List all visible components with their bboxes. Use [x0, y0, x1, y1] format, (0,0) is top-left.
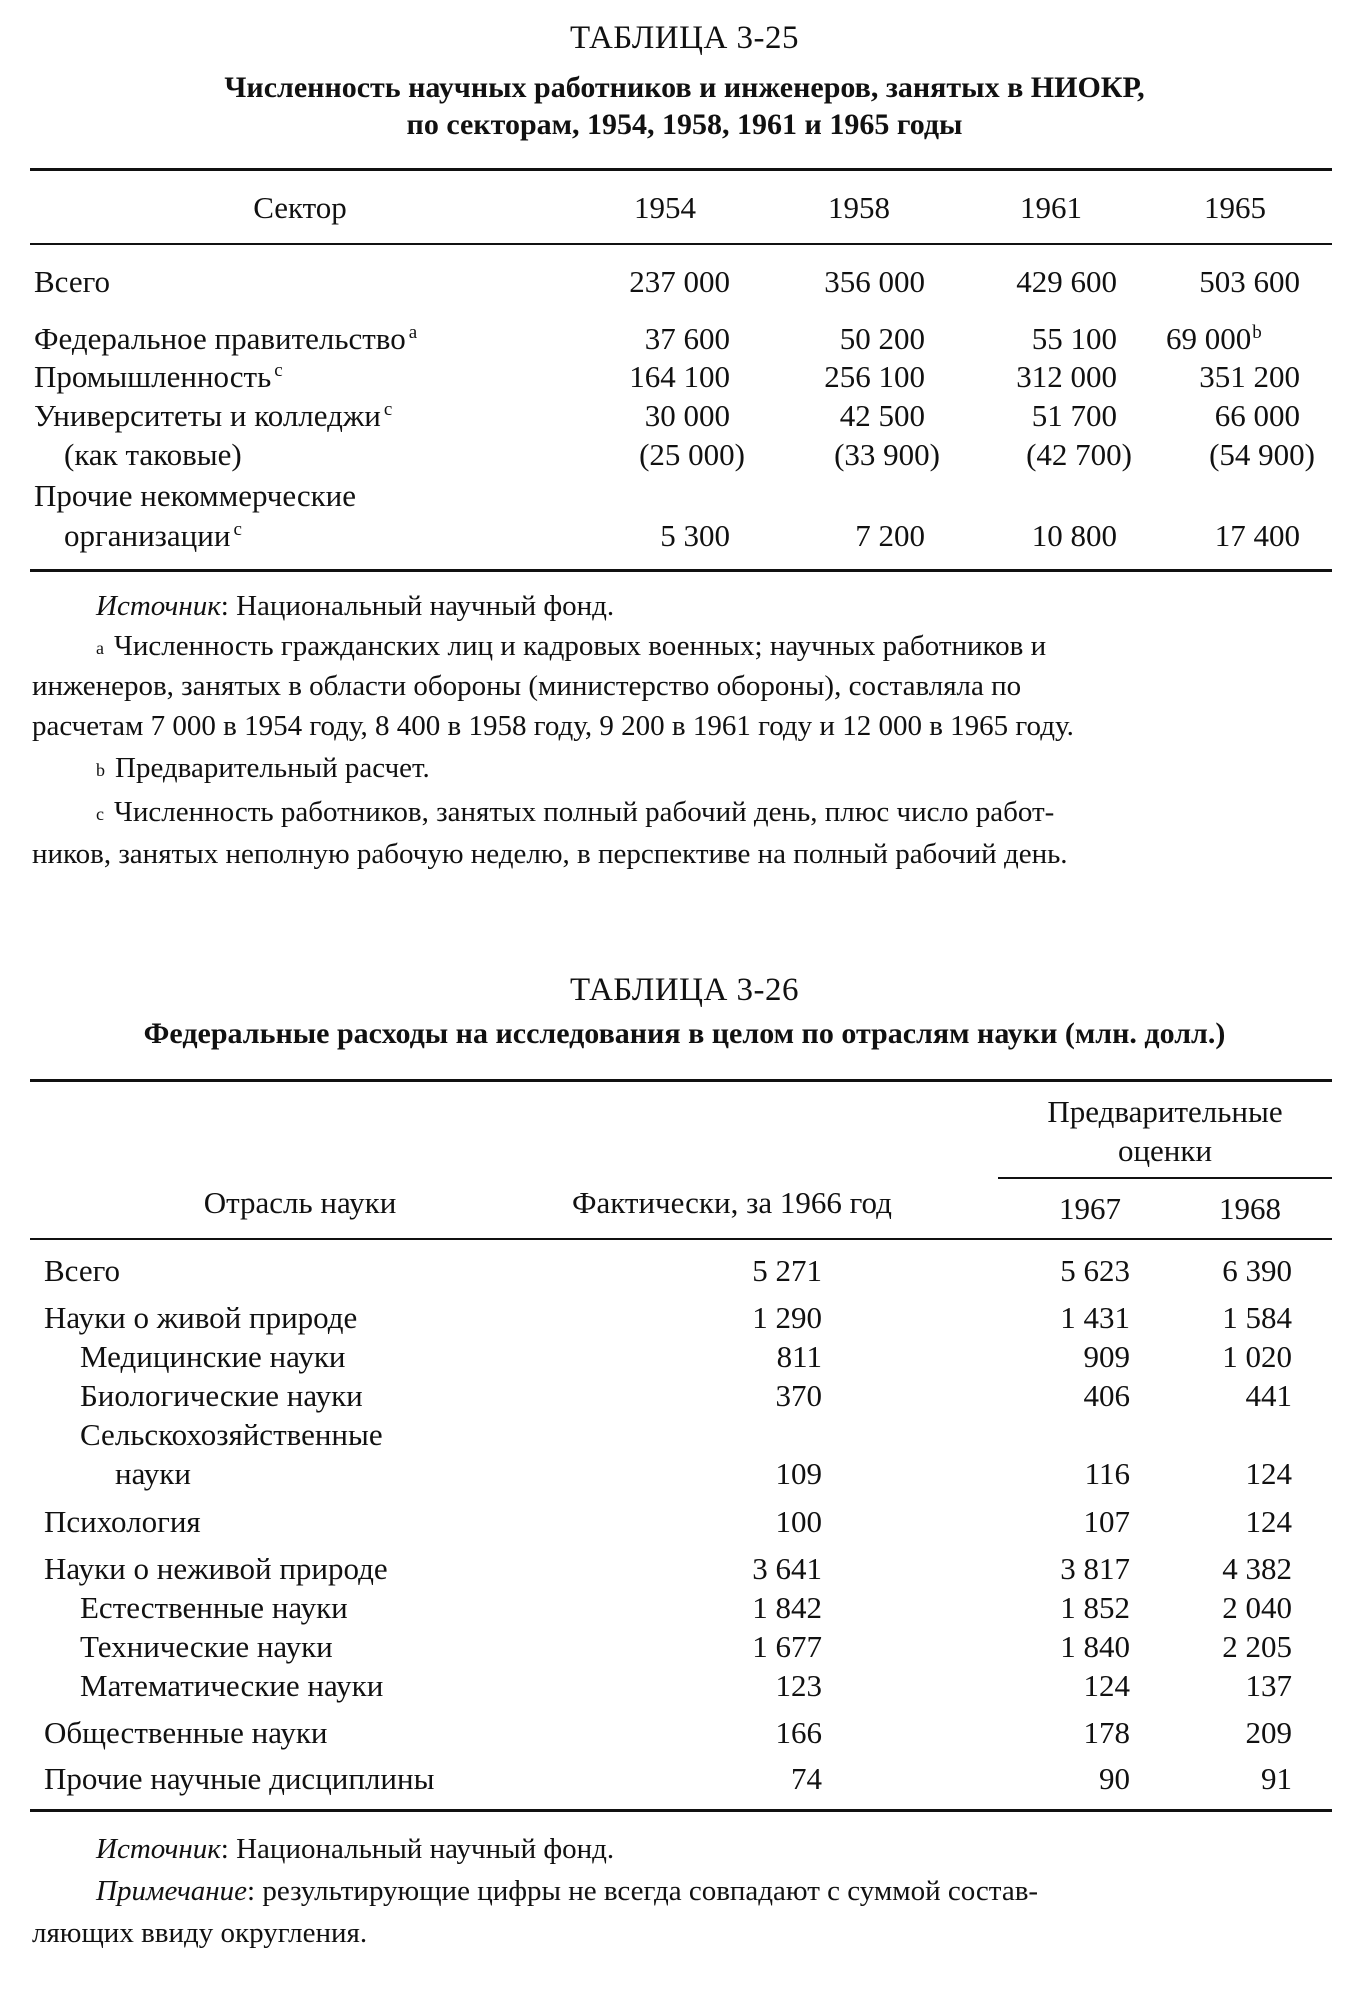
table2-cell: 1 584 — [1222, 1300, 1292, 1335]
table2-cell: 123 — [775, 1668, 822, 1703]
table2-note-line1 — [96, 1872, 1038, 1911]
footnote-marker: b — [1252, 322, 1262, 343]
table2-header-1967: 1967 — [1059, 1191, 1121, 1226]
table1-top-rule — [30, 168, 1332, 171]
footnote-marker: c — [96, 804, 104, 824]
table2-note-line2: ляющих ввиду округления. — [32, 1917, 368, 1949]
table1-cell: 237 000 — [629, 264, 730, 299]
table2-row-label: Прочие научные дисциплины — [44, 1761, 435, 1796]
table2-cell: 1 677 — [752, 1629, 822, 1664]
table2-bottom-rule — [30, 1809, 1332, 1812]
table2-cell: 100 — [775, 1504, 822, 1539]
table1-row-label-text: Университеты и колледжи — [34, 398, 381, 433]
table2-header-actual: Фактически, за 1966 год — [572, 1185, 892, 1220]
table2-cell: 6 390 — [1222, 1253, 1292, 1288]
table2-cell: 124 — [1245, 1456, 1292, 1491]
table2-cell: 137 — [1245, 1668, 1292, 1703]
table2-row-label: Естественные науки — [80, 1590, 348, 1625]
table1-cell: 164 100 — [629, 359, 730, 394]
table1-cell: 17 400 — [1214, 518, 1300, 553]
table1-cell: 503 600 — [1199, 264, 1300, 299]
table1-row-label: Прочие некоммерческие — [34, 478, 357, 513]
table2-cell: 406 — [1083, 1378, 1130, 1413]
table2-prelim-rule — [998, 1177, 1332, 1179]
table1-cell: 42 500 — [839, 398, 925, 433]
note-text: : результирующие цифры не всегда совпадают с суммой состав- — [247, 1875, 1039, 1907]
table2-row-label: Математические науки — [80, 1668, 384, 1703]
table2-cell: 1 842 — [752, 1590, 822, 1625]
table1-row-label-text: организации — [64, 518, 231, 553]
table1-cell: 37 600 — [644, 321, 730, 356]
table2-cell: 107 — [1083, 1504, 1130, 1539]
table1-cell: 256 100 — [824, 359, 925, 394]
note-text: Предварительный расчет. — [115, 752, 430, 784]
table2-source — [96, 1830, 614, 1869]
table2-cell: 124 — [1245, 1504, 1292, 1539]
footnote-marker: a — [408, 322, 418, 343]
table2-row-label: Биологические науки — [80, 1378, 363, 1413]
table1-note-c-line1 — [96, 793, 1054, 832]
footnote-marker: a — [96, 638, 104, 658]
table2-cell: 1 290 — [752, 1300, 822, 1335]
table1-cell: 356 000 — [824, 264, 925, 299]
note-text: Численность гражданских лиц и кадровых военных; научных работников и — [114, 630, 1047, 662]
table2-row-label: Медицинские науки — [80, 1339, 346, 1374]
note-label: Примечание — [96, 1875, 248, 1907]
table1-note-c-line2: ников, занятых неполную рабочую неделю, в перспективе на полный рабочий день. — [32, 838, 1068, 870]
table2-cell: 166 — [775, 1715, 822, 1750]
table1-cell: 51 700 — [1031, 398, 1117, 433]
table2-cell: 1 852 — [1060, 1590, 1130, 1625]
table1-cell: (33 900) — [834, 437, 940, 472]
table1-cell: 429 600 — [1016, 264, 1117, 299]
table1-note-a-line3: расчетам 7 000 в 1954 году, 8 400 в 1958 году, 9 200 в 1961 году и 12 000 в 1965 году. — [32, 710, 1074, 742]
table1-row-label — [34, 397, 392, 435]
table1-cell: 55 100 — [1031, 321, 1117, 356]
table2-cell: 909 — [1083, 1339, 1130, 1374]
footnote-marker: b — [96, 760, 105, 780]
table1-cell: 5 300 — [660, 518, 730, 553]
footnote-marker: c — [233, 519, 242, 540]
table2-cell: 441 — [1245, 1378, 1292, 1413]
table1-cell: 312 000 — [1016, 359, 1117, 394]
table1-row-label: (как таковые) — [64, 437, 242, 472]
table1-cell: 50 200 — [839, 321, 925, 356]
table1-header-1958: 1958 — [828, 190, 890, 225]
table1-header-1961: 1961 — [1020, 190, 1082, 225]
table1-cell: 30 000 — [644, 398, 730, 433]
table1-row-label — [34, 358, 283, 396]
table1-cell — [1166, 320, 1262, 358]
note-text: Численность работников, занятых полный рабочий день, плюс число работ- — [114, 796, 1055, 828]
table2-cell: 109 — [775, 1456, 822, 1491]
footnote-marker: c — [274, 360, 283, 381]
table2-row-label: Науки о неживой природе — [44, 1551, 388, 1586]
table2-header-prelim-line2: оценки — [1117, 1133, 1213, 1168]
table2-top-rule — [30, 1079, 1332, 1082]
table2-header-prelim-line1: Предварительные — [1047, 1094, 1283, 1129]
table1-row-label — [64, 517, 242, 555]
table2-cell: 1 431 — [1060, 1300, 1130, 1335]
table1-cell: 7 200 — [855, 518, 925, 553]
table2-number: ТАБЛИЦА 3-26 — [569, 972, 800, 1008]
table1-number: ТАБЛИЦА 3-25 — [569, 20, 800, 56]
source-text: : Национальный научный фонд. — [220, 590, 615, 622]
table1-note-a-line2: инженеров, занятых в области обороны (министерство обороны), составляла по — [32, 670, 1022, 702]
table1-cell: 351 200 — [1199, 359, 1300, 394]
table2-row-label: Психология — [44, 1504, 201, 1539]
table2-cell: 116 — [1084, 1456, 1130, 1491]
table1-header-rule — [30, 243, 1332, 245]
table2-cell: 811 — [776, 1339, 822, 1374]
table2-row-label: Технические науки — [80, 1629, 333, 1664]
table1-cell: (42 700) — [1026, 437, 1132, 472]
table2-cell: 90 — [1099, 1761, 1130, 1796]
table2-cell: 2 040 — [1222, 1590, 1292, 1625]
table1-row-label — [34, 320, 417, 358]
table1-bottom-rule — [30, 569, 1332, 572]
table2-cell: 5 271 — [752, 1253, 822, 1288]
table1-header-1954: 1954 — [634, 190, 696, 225]
table2-row-label: Сельскохозяйственные — [80, 1417, 383, 1452]
table2-cell: 1 020 — [1222, 1339, 1292, 1374]
table1-cell-text: 69 000 — [1166, 321, 1252, 356]
table1-title-line1: Численность научных работников и инженеров, занятых в НИОКР, — [224, 71, 1145, 104]
table1-row-label-text: Федеральное правительство — [34, 321, 406, 356]
table2-row-label: Всего — [44, 1253, 121, 1288]
table2-cell: 4 382 — [1222, 1551, 1292, 1586]
table1-row-label-text: Промышленность — [34, 359, 272, 394]
table2-cell: 2 205 — [1222, 1629, 1292, 1664]
table1-row-label: Всего — [34, 264, 111, 299]
table1-note-a-line1 — [96, 627, 1046, 666]
table2-cell: 370 — [775, 1378, 822, 1413]
table2-header-rule — [30, 1238, 1332, 1240]
table2-cell: 74 — [791, 1761, 822, 1796]
table1-cell: (54 900) — [1209, 437, 1315, 472]
table1-header-sector: Сектор — [253, 190, 347, 225]
table2-row-label: Общественные науки — [44, 1715, 328, 1750]
footnote-marker: c — [383, 399, 393, 420]
table2-cell: 3 641 — [752, 1551, 822, 1586]
table2-cell: 3 817 — [1060, 1551, 1130, 1586]
table2-header-field: Отрасль науки — [203, 1185, 397, 1220]
table2-title: Федеральные расходы на исследования в целом по отраслям науки (млн. долл.) — [143, 1017, 1226, 1050]
table2-cell: 209 — [1245, 1715, 1292, 1750]
table1-cell: 66 000 — [1214, 398, 1300, 433]
source-label: Источник — [96, 1833, 221, 1865]
table2-header-1968: 1968 — [1219, 1191, 1281, 1226]
table2-cell: 91 — [1261, 1761, 1292, 1796]
table2-cell: 124 — [1083, 1668, 1130, 1703]
table1-source — [96, 587, 614, 626]
table2-cell: 178 — [1083, 1715, 1130, 1750]
table1-cell: 10 800 — [1031, 518, 1117, 553]
table2-cell: 1 840 — [1060, 1629, 1130, 1664]
source-label: Источник — [96, 590, 221, 622]
table2-cell: 5 623 — [1060, 1253, 1130, 1288]
table1-cell: (25 000) — [639, 437, 745, 472]
table2-row-label: науки — [115, 1456, 191, 1491]
table1-title-line2: по секторам, 1954, 1958, 1961 и 1965 годы — [406, 108, 963, 141]
table1-note-b — [96, 749, 430, 788]
table2-row-label: Науки о живой природе — [44, 1300, 358, 1335]
table1-header-1965: 1965 — [1204, 190, 1266, 225]
source-text: : Национальный научный фонд. — [220, 1833, 615, 1865]
